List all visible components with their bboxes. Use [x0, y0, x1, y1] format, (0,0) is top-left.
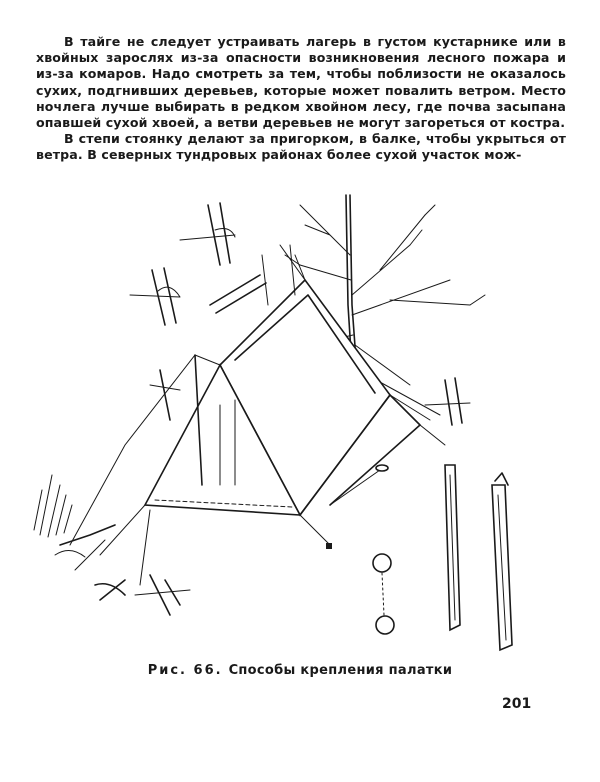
tent-pegs [445, 465, 512, 650]
ring-chain [373, 554, 394, 634]
figure-caption [0, 663, 600, 678]
paragraph-taiga: В тайге не следует устраивать лагерь в густом кустарнике или в хвойных зарослях из-за опасности возникновения лесного пожара и из-за комаров. Надо смотреть за тем, чтобы поблизости не оказалось сухих, подгнивших деревьев, которые может повалить ветром. Место ночлега лучше выбирать в редком хвойном лесу, где почва засыпана опавшей сухой хвоей, а ветви деревьев не могут загореться от костра. [36, 34, 566, 131]
tent-illustration [30, 185, 550, 655]
figure-label: Рис. 66. [147, 663, 223, 678]
paragraph-steppe: В степи стоянку делают за пригорком, в балке, чтобы укрыться от ветра. В северных тундровых районах более сухой участок мож- [36, 131, 566, 163]
page-number: 201 [502, 696, 532, 712]
body-text [36, 34, 566, 164]
tent-drawing [70, 245, 445, 585]
figure-caption-text: Способы крепления палатки [228, 663, 453, 678]
